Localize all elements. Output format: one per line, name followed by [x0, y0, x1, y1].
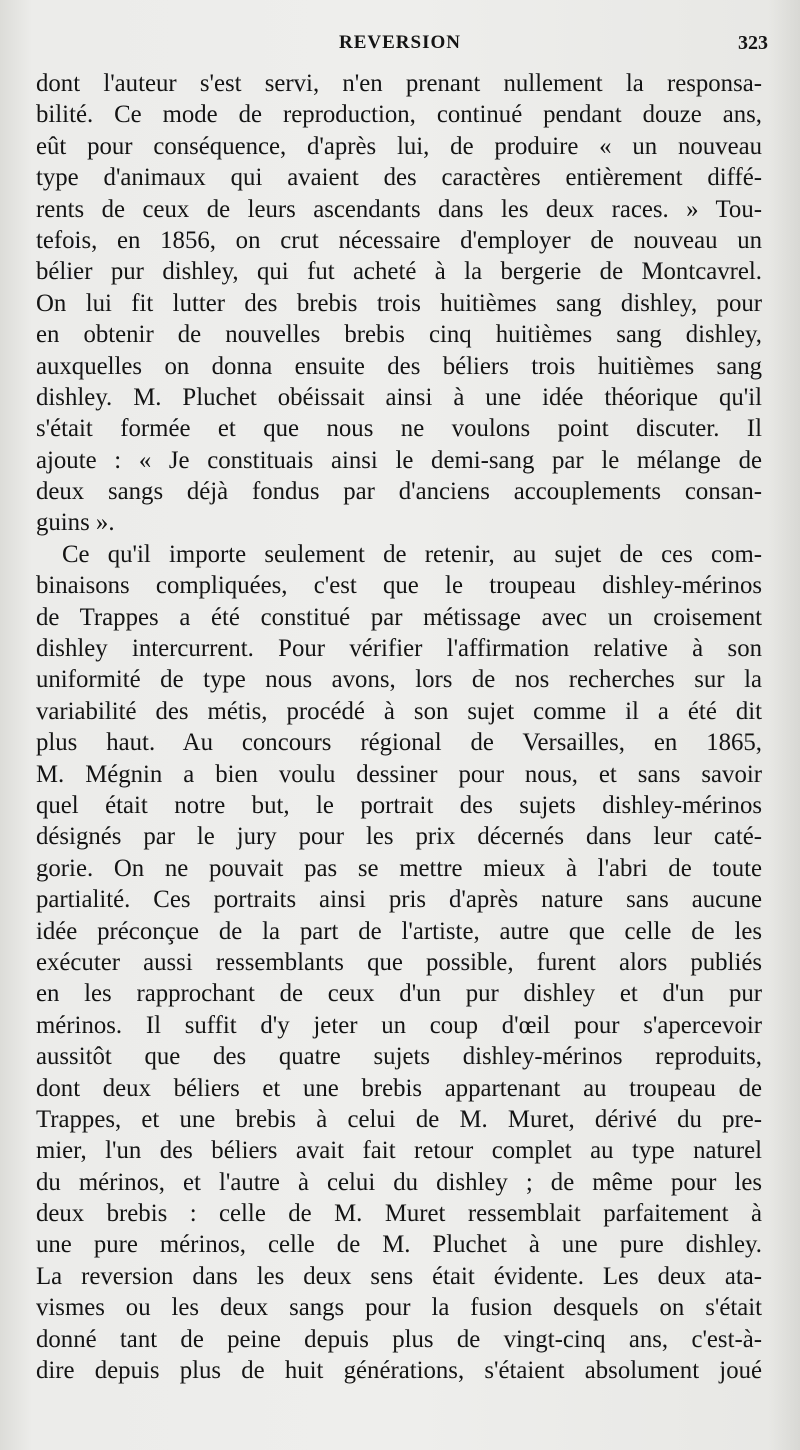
text-line: La reversion dans les deux sens était évidente. Les deux ata-: [36, 1262, 762, 1290]
text-line: en les rapprochant de ceux d'un pur dishley et d'un pur: [36, 980, 762, 1008]
text-line: exécuter aussi ressemblants que possible, furent alors publiés: [36, 948, 762, 976]
text-line: eût pour conséquence, d'après lui, de produire « un nouveau: [36, 132, 762, 160]
text-line: deux sangs déjà fondus par d'anciens accouplements consan-: [36, 478, 762, 506]
text-line: aussitôt que des quatre sujets dishley-mérinos reproduits,: [36, 1043, 762, 1071]
text-line: dire depuis plus de huit générations, s'étaient absolument joué: [36, 1357, 762, 1385]
text-line: vismes ou les deux sangs pour la fusion desquels on s'était: [36, 1294, 762, 1322]
text-line: en obtenir de nouvelles brebis cinq huitièmes sang dishley,: [36, 321, 762, 349]
text-line: auxquelles on donna ensuite des béliers trois huitièmes sang: [36, 352, 762, 380]
text-line: plus haut. Au concours régional de Versailles, en 1865,: [36, 729, 762, 757]
text-line: partialité. Ces portraits ainsi pris d'après nature sans aucune: [36, 886, 762, 914]
text-line: dont l'auteur s'est servi, n'en prenant nullement la responsa-: [36, 70, 762, 97]
text-line: du mérinos, et l'autre à celui du dishley ; de même pour les: [36, 1168, 762, 1196]
text-line: donné tant de peine depuis plus de vingt-cinq ans, c'est-à-: [36, 1325, 762, 1353]
page-number: 323: [738, 32, 768, 54]
text-line: M. Mégnin a bien voulu dessiner pour nous, et sans savoir: [36, 760, 762, 788]
text-line: Trappes, et une brebis à celui de M. Muret, dérivé du pre-: [36, 1105, 762, 1133]
running-head: REVERSION: [339, 32, 461, 53]
text-line: mérinos. Il suffit d'y jeter un coup d'œil pour s'apercevoir: [36, 1011, 762, 1039]
paragraph: [36, 539, 762, 1387]
text-line: deux brebis : celle de M. Muret ressemblait parfaitement à: [36, 1200, 762, 1228]
text-line: Ce qu'il importe seulement de retenir, au sujet de ces com-: [62, 540, 762, 568]
text-line: guins ».: [36, 509, 115, 537]
text-line: binaisons compliquées, c'est que le troupeau dishley-mérinos: [36, 572, 762, 600]
text-line: de Trappes a été constitué par métissage avec un croisement: [36, 603, 762, 631]
text-line: quel était notre but, le portrait des sujets dishley-mérinos: [36, 791, 762, 819]
text-line: idée préconçue de la part de l'artiste, autre que celle de les: [36, 917, 762, 945]
text-line: dishley intercurrent. Pour vérifier l'affirmation relative à son: [36, 635, 762, 663]
text-line: uniformité de type nous avons, lors de nos recherches sur la: [36, 666, 762, 694]
text-line: variabilité des métis, procédé à son sujet comme il a été dit: [36, 697, 762, 725]
text-line: s'était formée et que nous ne voulons point discuter. Il: [36, 415, 762, 443]
text-line: désignés par le jury pour les prix décernés dans leur caté-: [36, 823, 762, 851]
text-line: gorie. On ne pouvait pas se mettre mieux à l'abri de toute: [36, 854, 762, 882]
text-line: bilité. Ce mode de reproduction, continué pendant douze ans,: [36, 101, 762, 129]
paragraph: [36, 68, 762, 539]
page-header: [0, 32, 800, 58]
text-line: tefois, en 1856, on crut nécessaire d'employer de nouveau un: [36, 226, 762, 254]
text-line: bélier pur dishley, qui fut acheté à la bergerie de Montcavrel.: [36, 258, 762, 286]
text-line: dishley. M. Pluchet obéissait ainsi à une idée théorique qu'il: [36, 383, 762, 411]
text-line: rents de ceux de leurs ascendants dans les deux races. » Tou-: [36, 195, 762, 223]
text-line: mier, l'un des béliers avait fait retour complet au type naturel: [36, 1137, 762, 1165]
page-body: [36, 68, 762, 1386]
text-line: type d'animaux qui avaient des caractères entièrement diffé-: [36, 164, 762, 192]
text-line: ajoute : « Je constituais ainsi le demi-sang par le mélange de: [36, 446, 762, 474]
text-line: dont deux béliers et une brebis appartenant au troupeau de: [36, 1074, 762, 1102]
text-line: une pure mérinos, celle de M. Pluchet à une pure dishley.: [36, 1231, 762, 1259]
text-line: On lui fit lutter des brebis trois huitièmes sang dishley, pour: [36, 289, 762, 317]
